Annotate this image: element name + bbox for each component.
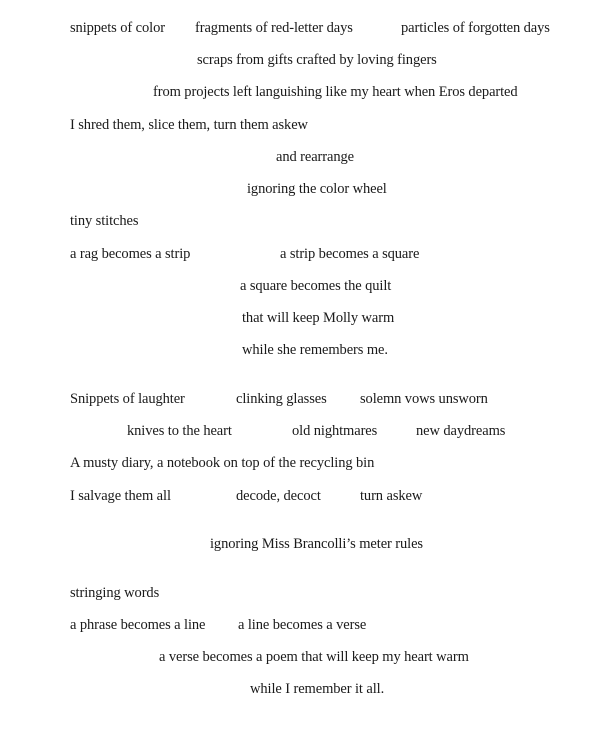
poem-line-14: A musty diary, a notebook on top of the recycling bin <box>70 455 375 471</box>
poem-line-1b: fragments of red-letter days <box>195 20 353 36</box>
poem-line-8b: a strip becomes a square <box>280 246 420 262</box>
poem-line-9: a square becomes the quilt <box>240 278 392 294</box>
poem-line-7: tiny stitches <box>70 213 139 229</box>
poem-line-15c: turn askew <box>360 488 423 504</box>
poem-line-15b: decode, decoct <box>236 488 321 504</box>
poem-line-18a: a phrase becomes a line <box>70 617 206 633</box>
poem-line-10: that will keep Molly warm <box>242 310 395 326</box>
poem-line-1a: snippets of color <box>70 20 165 36</box>
poem-line-12c: solemn vows unsworn <box>360 391 488 407</box>
poem-line-15a: I salvage them all <box>70 488 171 504</box>
poem-line-17: stringing words <box>70 585 160 601</box>
poem-line-19: a verse becomes a poem that will keep my heart warm <box>159 649 469 665</box>
poem-line-1c: particles of forgotten days <box>401 20 550 36</box>
poem-line-6: ignoring the color wheel <box>247 181 387 197</box>
poem-line-12a: Snippets of laughter <box>70 391 185 407</box>
poem-line-4: I shred them, slice them, turn them askew <box>70 117 308 133</box>
poem-line-8a: a rag becomes a strip <box>70 246 191 262</box>
poem-line-5: and rearrange <box>276 149 354 165</box>
poem-line-16: ignoring Miss Brancolli’s meter rules <box>210 536 423 552</box>
poem-line-11: while she remembers me. <box>242 342 388 358</box>
poem-line-12b: clinking glasses <box>236 391 327 407</box>
poem-line-13b: old nightmares <box>292 423 378 439</box>
poem-line-18b: a line becomes a verse <box>238 617 367 633</box>
poem-line-13c: new daydreams <box>416 423 506 439</box>
poem-line-20: while I remember it all. <box>250 681 385 697</box>
poem-line-2: scraps from gifts crafted by loving fingers <box>197 52 437 68</box>
poem-line-13a: knives to the heart <box>127 423 232 439</box>
poem-line-3: from projects left languishing like my heart when Eros departed <box>153 84 518 100</box>
